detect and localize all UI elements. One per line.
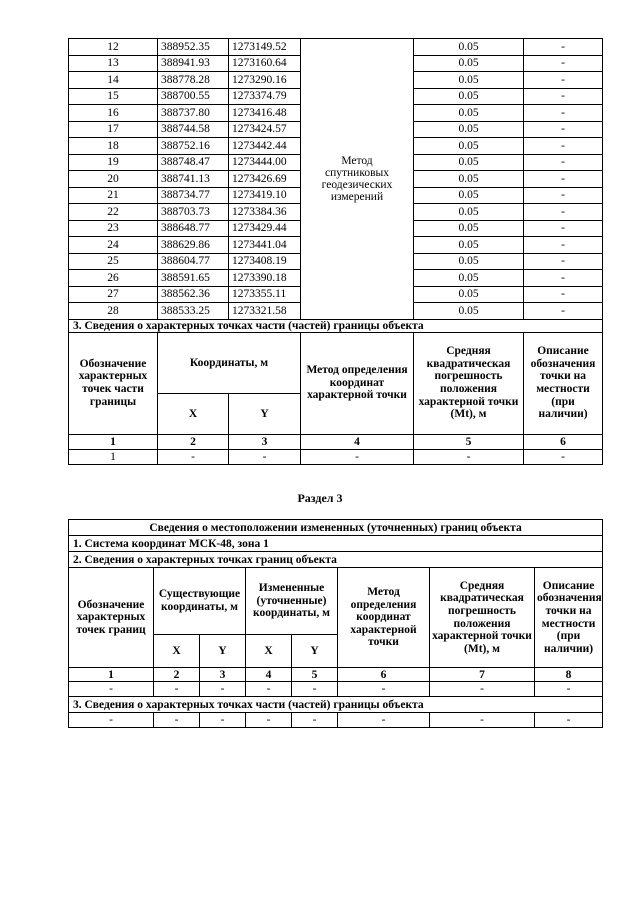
mt-value: 0.05 [414, 237, 524, 254]
point-number: 28 [69, 303, 158, 320]
part-points-row-cell: - [301, 449, 414, 464]
mt-value: 0.05 [414, 220, 524, 237]
column-numbers-row-cell: 2 [158, 434, 229, 449]
header-x-changed: X [246, 635, 292, 668]
column-numbers-row-cell: 3 [200, 668, 246, 682]
method-cell: Метод спутниковых геодезических измерений [301, 39, 414, 320]
header-y-changed: Y [292, 635, 338, 668]
coord-x: 388737.80 [158, 105, 229, 122]
point-number: 17 [69, 121, 158, 138]
coord-y: 1273429.44 [229, 220, 301, 237]
part-points-row-cell: - [229, 449, 301, 464]
point-number: 24 [69, 237, 158, 254]
point-description: - [524, 303, 603, 320]
mt-value: 0.05 [414, 121, 524, 138]
coord-y: 1273441.04 [229, 237, 301, 254]
coord-x: 388941.93 [158, 55, 229, 72]
table-row [69, 682, 603, 697]
header-existing: Существующие координаты, м [154, 568, 246, 635]
point-number: 18 [69, 138, 158, 155]
mt-value: 0.05 [414, 105, 524, 122]
column-numbers-row-cell: 5 [292, 668, 338, 682]
mt-value: 0.05 [414, 204, 524, 221]
point-number: 13 [69, 55, 158, 72]
coord-system: 1. Система координат МСК-48, зона 1 [69, 536, 603, 552]
table-row-cell: - [535, 682, 603, 697]
coord-y: 1273160.64 [229, 55, 301, 72]
coord-x: 388734.77 [158, 187, 229, 204]
part-points-row-cell: - [154, 713, 200, 728]
part-points-row-cell: 1 [69, 449, 158, 464]
point-number: 14 [69, 72, 158, 89]
table-row-cell: - [292, 682, 338, 697]
point-description: - [524, 154, 603, 171]
part-points-row-cell: - [292, 713, 338, 728]
point-description: - [524, 171, 603, 188]
part-points-title: 3. Сведения о характерных точках части (частей) границы объекта [69, 319, 603, 332]
column-numbers-row-cell: 2 [154, 668, 200, 682]
coord-y: 1273444.00 [229, 154, 301, 171]
mt-value: 0.05 [414, 253, 524, 270]
point-description: - [524, 253, 603, 270]
point-description: - [524, 237, 603, 254]
coord-x: 388741.13 [158, 171, 229, 188]
table-row-cell: - [69, 682, 154, 697]
point-number: 12 [69, 39, 158, 56]
point-description: - [524, 105, 603, 122]
table-row-cell: - [338, 682, 430, 697]
point-description: - [524, 187, 603, 204]
point-number: 25 [69, 253, 158, 270]
header-desc-2: Описание обозначения точки на местности (при наличии) [535, 568, 603, 668]
part-points-row [69, 713, 603, 728]
point-number: 16 [69, 105, 158, 122]
coord-y: 1273290.16 [229, 72, 301, 89]
header-method: Метод определения координат характерной точки [301, 332, 414, 434]
coord-x: 388700.55 [158, 88, 229, 105]
point-description: - [524, 270, 603, 287]
section-title: Раздел 3 [297, 491, 343, 505]
coord-y: 1273408.19 [229, 253, 301, 270]
header-designation-2: Обозначение характерных точек границ [69, 568, 154, 668]
column-numbers-row-cell: 1 [69, 434, 158, 449]
coord-y: 1273442.44 [229, 138, 301, 155]
header-mt-2: Средняя квадратическая погрешность положения характерной точки (Mt), м [430, 568, 535, 668]
point-number: 27 [69, 286, 158, 303]
coord-x: 388629.86 [158, 237, 229, 254]
coord-y: 1273321.58 [229, 303, 301, 320]
point-number: 20 [69, 171, 158, 188]
header-y-existing: Y [200, 635, 246, 668]
point-description: - [524, 121, 603, 138]
point-description: - [524, 286, 603, 303]
coord-y: 1273384.36 [229, 204, 301, 221]
header-changed: Измененные (уточненные) координаты, м [246, 568, 338, 635]
part-points-row-cell: - [430, 713, 535, 728]
point-number: 19 [69, 154, 158, 171]
part-points-row-cell: - [200, 713, 246, 728]
mt-value: 0.05 [414, 88, 524, 105]
point-description: - [524, 138, 603, 155]
coord-y: 1273355.11 [229, 286, 301, 303]
mt-value: 0.05 [414, 55, 524, 72]
coord-x: 388752.16 [158, 138, 229, 155]
column-numbers-row-cell: 6 [338, 668, 430, 682]
part-points-row-cell: - [524, 449, 603, 464]
coord-x: 388591.65 [158, 270, 229, 287]
coord-y: 1273424.57 [229, 121, 301, 138]
header-method-2: Метод определения координат характерной точки [338, 568, 430, 668]
table-row [69, 39, 603, 56]
column-numbers-row-cell: 3 [229, 434, 301, 449]
point-description: - [524, 204, 603, 221]
coord-x: 388778.28 [158, 72, 229, 89]
coord-x: 388748.47 [158, 154, 229, 171]
coord-x: 388533.25 [158, 303, 229, 320]
point-number: 23 [69, 220, 158, 237]
point-number: 15 [69, 88, 158, 105]
part-points-row-cell: - [69, 713, 154, 728]
part-points-row [69, 449, 603, 464]
coord-y: 1273416.48 [229, 105, 301, 122]
header-x: X [158, 393, 229, 434]
table-row-cell: - [200, 682, 246, 697]
coord-x: 388744.58 [158, 121, 229, 138]
mt-value: 0.05 [414, 138, 524, 155]
mt-value: 0.05 [414, 154, 524, 171]
table-row-cell: - [154, 682, 200, 697]
mt-value: 0.05 [414, 72, 524, 89]
coord-y: 1273390.18 [229, 270, 301, 287]
column-numbers-row-cell: 7 [430, 668, 535, 682]
coordinates-table [68, 38, 603, 465]
coord-y: 1273426.69 [229, 171, 301, 188]
mt-value: 0.05 [414, 303, 524, 320]
column-numbers-row-cell: 8 [535, 668, 603, 682]
mt-value: 0.05 [414, 270, 524, 287]
part-points-title-2: 3. Сведения о характерных точках части (частей) границы объекта [69, 697, 603, 713]
table-row-cell: - [430, 682, 535, 697]
column-numbers-row-cell: 5 [414, 434, 524, 449]
coord-y: 1273419.10 [229, 187, 301, 204]
header-y: Y [229, 393, 301, 434]
part-points-row-cell: - [338, 713, 430, 728]
coord-x: 388648.77 [158, 220, 229, 237]
part-points-row-cell: - [246, 713, 292, 728]
header-x-existing: X [154, 635, 200, 668]
coord-x: 388562.36 [158, 286, 229, 303]
coord-x: 388952.35 [158, 39, 229, 56]
table-row-cell: - [246, 682, 292, 697]
coord-y: 1273149.52 [229, 39, 301, 56]
point-number: 22 [69, 204, 158, 221]
header-coords: Координаты, м [158, 332, 301, 393]
point-number: 26 [69, 270, 158, 287]
header-desc: Описание обозначения точки на местности (при наличии) [524, 332, 603, 434]
point-description: - [524, 88, 603, 105]
header-designation: Обозначение характерных точек части границы [69, 332, 158, 434]
part-points-row-cell: - [158, 449, 229, 464]
point-description: - [524, 72, 603, 89]
coord-y: 1273374.79 [229, 88, 301, 105]
changed-boundaries-table [68, 519, 603, 728]
points-title: 2. Сведения о характерных точках границ объекта [69, 552, 603, 568]
part-points-row-cell: - [535, 713, 603, 728]
coord-x: 388703.73 [158, 204, 229, 221]
coord-x: 388604.77 [158, 253, 229, 270]
column-numbers-row-cell: 6 [524, 434, 603, 449]
column-numbers-row-cell: 4 [301, 434, 414, 449]
column-numbers-row [69, 668, 603, 682]
column-numbers-row [69, 434, 603, 449]
point-description: - [524, 55, 603, 72]
column-numbers-row-cell: 1 [69, 668, 154, 682]
mt-value: 0.05 [414, 286, 524, 303]
point-number: 21 [69, 187, 158, 204]
point-description: - [524, 220, 603, 237]
table-title: Сведения о местоположении измененных (уточненных) границ объекта [69, 520, 603, 536]
mt-value: 0.05 [414, 187, 524, 204]
mt-value: 0.05 [414, 171, 524, 188]
column-numbers-row-cell: 4 [246, 668, 292, 682]
header-mt: Средняя квадратическая погрешность положения характерной точки (Mt), м [414, 332, 524, 434]
mt-value: 0.05 [414, 39, 524, 56]
point-description: - [524, 39, 603, 56]
part-points-row-cell: - [414, 449, 524, 464]
